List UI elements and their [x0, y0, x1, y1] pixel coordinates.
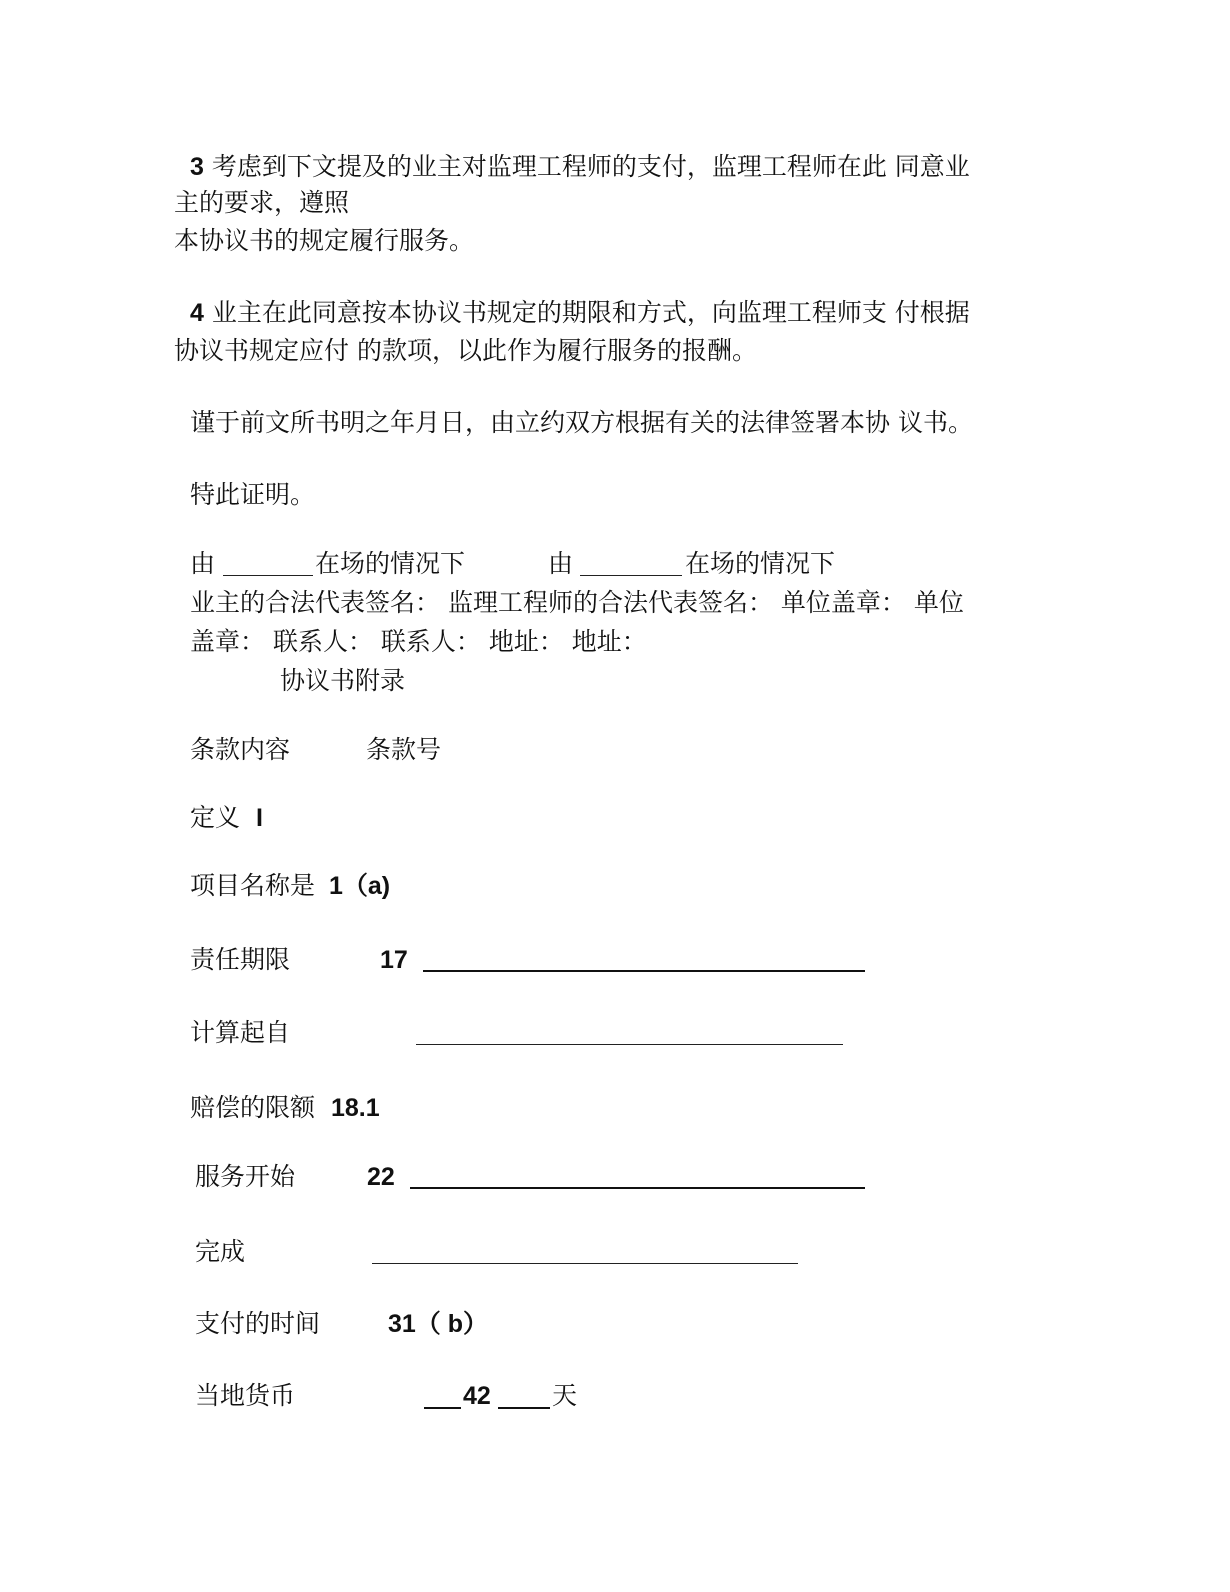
witness-left-prefix: 由 [190, 549, 216, 578]
row-service-start-blank [410, 1187, 865, 1189]
row-compensation-limit [190, 1093, 380, 1123]
para4-text-line1: 业主在此同意按本协议书规定的期限和方式，向监理工程师支 付根据 [211, 298, 970, 327]
para3-line1 [190, 152, 970, 182]
row-definition-clause: I [255, 804, 263, 832]
row-counted-from-blank [416, 1044, 843, 1045]
row-service-start-label: 服务开始 [195, 1162, 296, 1191]
para4-line1 [190, 298, 970, 328]
signatures-line1: 业主的合法代表签名： 监理工程师的合法代表签名： 单位盖章： 单位 [190, 588, 964, 617]
row-liability-period-label: 责任期限 [190, 945, 291, 974]
row-compensation-limit-label: 赔偿的限额 [190, 1093, 316, 1122]
row-service-start-clause: 22 [367, 1163, 395, 1191]
para4-line2: 协议书规定应付 的款项，以此作为履行服务的报酬。 [174, 336, 757, 365]
row-local-currency-blank-after [498, 1407, 550, 1409]
row-completion-label: 完成 [195, 1237, 246, 1266]
para3-number: 3 [190, 153, 204, 181]
row-project-name [190, 871, 390, 901]
testify-text: 特此证明。 [190, 480, 316, 509]
witness-left-blank [223, 575, 313, 576]
witness-right-prefix: 由 [548, 549, 574, 578]
appendix-header-clause: 条款号 [366, 735, 442, 764]
para4-number: 4 [190, 299, 204, 327]
row-local-currency-unit: 天 [552, 1381, 578, 1410]
row-counted-from-label: 计算起自 [190, 1018, 291, 1047]
para3-text-line1: 考虑到下文提及的业主对监理工程师的支付，监理工程师在此 同意业 [211, 152, 970, 181]
row-completion-blank [372, 1263, 798, 1264]
signing-paragraph: 谨于前文所书明之年月日，由立约双方根据有关的法律签署本协 议书。 [190, 408, 973, 437]
row-payment-time-clause: 31（ b） [388, 1310, 489, 1338]
row-project-name-clause: 1（a) [328, 872, 391, 900]
row-local-currency-label: 当地货币 [195, 1381, 296, 1410]
appendix-header-content: 条款内容 [190, 735, 291, 764]
appendix-title: 协议书附录 [280, 666, 406, 695]
signatures-line2: 盖章： 联系人： 联系人： 地址： 地址： [190, 627, 647, 656]
row-local-currency-value: 42 [463, 1382, 491, 1410]
para3-line3: 本协议书的规定履行服务。 [174, 226, 475, 255]
para3-line2: 主的要求，遵照 [174, 188, 350, 217]
row-compensation-limit-clause: 18.1 [330, 1094, 380, 1122]
row-definition-label: 定义 [190, 803, 241, 832]
row-payment-time-label: 支付的时间 [195, 1309, 321, 1338]
row-liability-period-blank [423, 970, 865, 972]
row-project-name-label: 项目名称是 [190, 871, 316, 900]
witness-right-blank [580, 575, 682, 576]
witness-left-suffix: 在场的情况下 [315, 549, 466, 578]
row-liability-period-clause: 17 [380, 946, 408, 974]
row-local-currency-blank-before [424, 1407, 461, 1409]
row-definition [190, 803, 263, 833]
witness-right-suffix: 在场的情况下 [685, 549, 836, 578]
